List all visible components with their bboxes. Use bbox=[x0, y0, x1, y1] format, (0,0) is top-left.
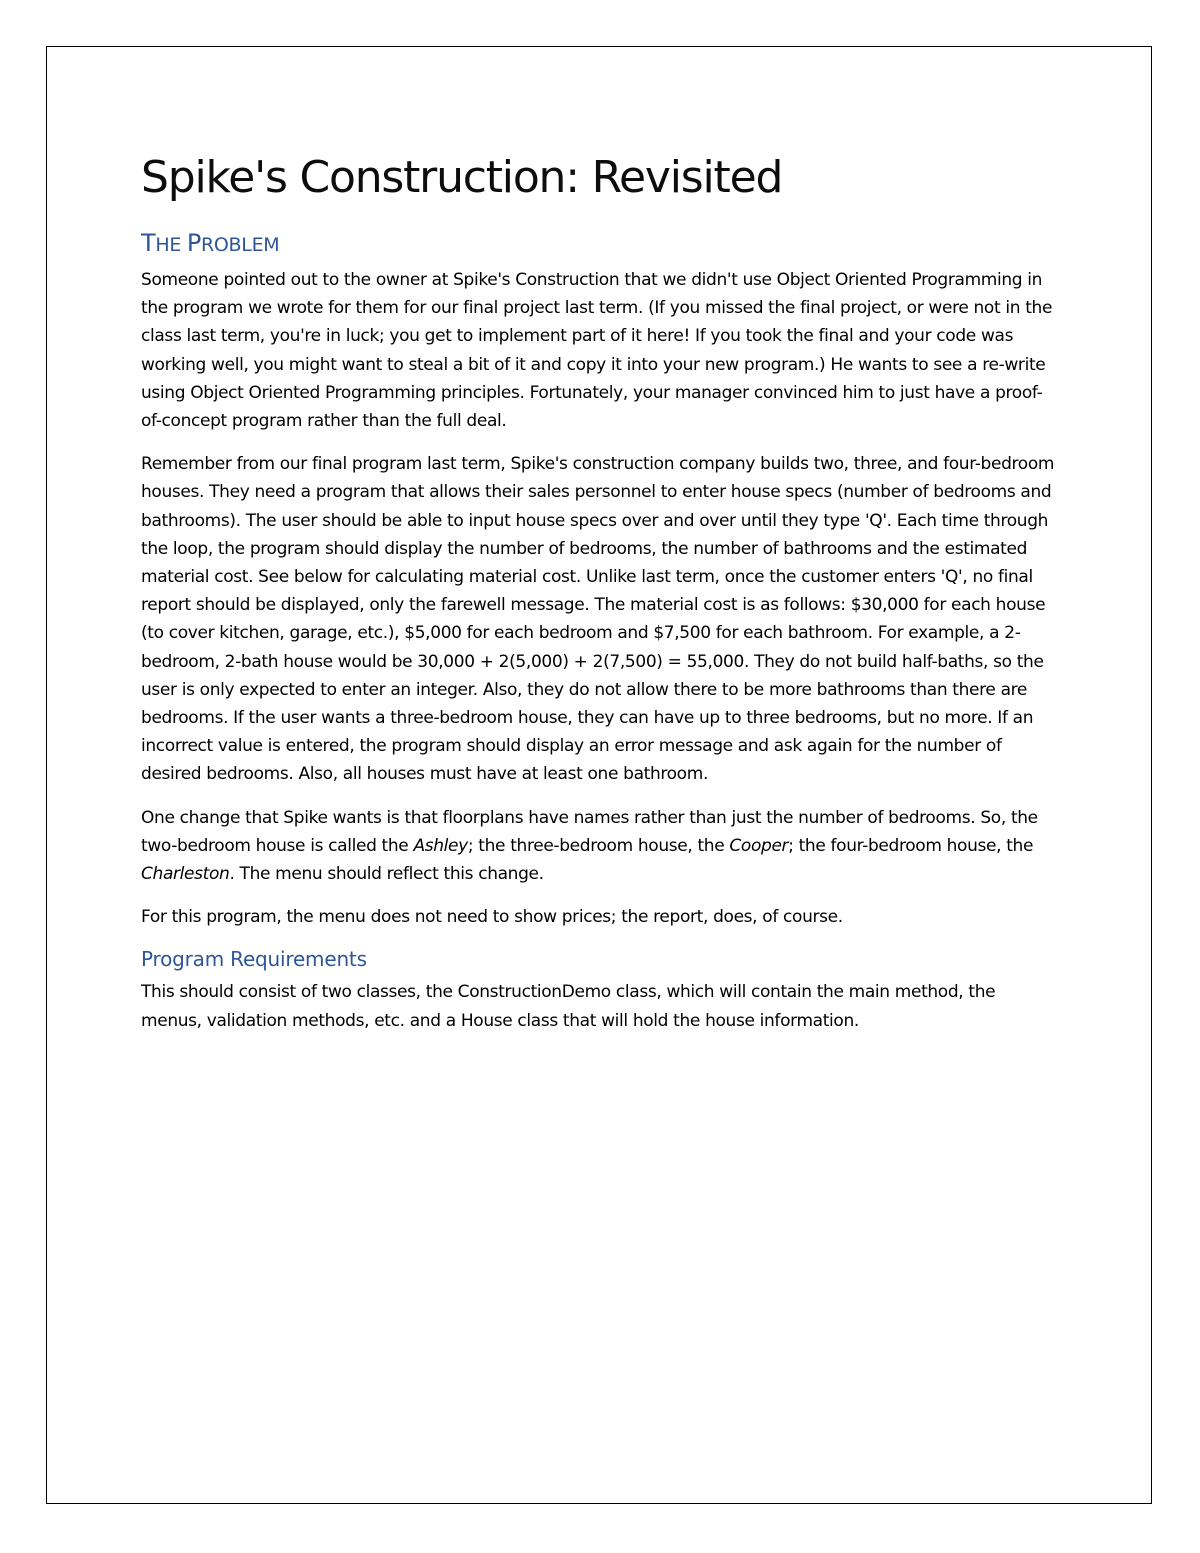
floorplan-name-charleston: Charleston bbox=[141, 864, 230, 885]
floorplan-name-cooper: Cooper bbox=[729, 835, 789, 856]
requirements-paragraph: This should consist of two classes, the ConstructionDemo class, which will contain the main method, the menus, validation methods, etc. and a House class that will hold the house information. bbox=[141, 982, 996, 1031]
floorplan-text: ; the three-bedroom house, the bbox=[467, 835, 730, 856]
floorplan-text: ; the four-bedroom house, the bbox=[788, 835, 1034, 856]
document-body bbox=[141, 150, 1061, 1050]
heading-initial: P bbox=[186, 229, 201, 257]
heading-rest: ROBLEM bbox=[201, 234, 280, 256]
section-heading-the-problem bbox=[141, 228, 1061, 260]
floorplan-text: One change that Spike wants is that floorplans have names rather than just the number of bedrooms. So, the two-bedroom house is called the bbox=[141, 807, 1038, 856]
floorplan-text: . The menu should reflect this change. bbox=[229, 864, 544, 885]
document-title: Spike's Construction: Revisited bbox=[141, 152, 783, 203]
problem-paragraph-intro: Someone pointed out to the owner at Spike's Construction that we didn't use Object Oriented Programming in the program we wrote for them for our final project last term. (If you missed the final project, or were not in the class last term, you're in luck; you get to implement part of it here! If you took the final and your code was working well, you might want to steal a bit of it and copy it into your new program.) He wants to see a re-write using Object Oriented Programming principles. Fortunately, your manager convinced him to just have a proof-of-concept program rather than the full deal. bbox=[141, 270, 1053, 432]
heading-rest: HE bbox=[155, 234, 187, 256]
heading-initial: T bbox=[141, 229, 156, 257]
section-heading-program-requirements: Program Requirements bbox=[141, 947, 367, 972]
floorplan-paragraph bbox=[141, 804, 1061, 889]
menu-paragraph: For this program, the menu does not need to show prices; the report, does, of course. bbox=[141, 907, 843, 928]
problem-paragraph-specs: Remember from our final program last term, Spike's construction company builds two, three, and four-bedroom houses. They need a program that allows their sales personnel to enter house specs (number of bedrooms and bathrooms). The user should be able to input house specs over and over until they type 'Q'. Each time through the loop, the program should display the number of bedrooms, the number of bathrooms and the estimated material cost. See below for calculating material cost. Unlike last term, once the customer enters 'Q', no final report should be displayed, only the farewell message. The material cost is as follows: $30,000 for each house (to cover kitchen, garage, etc.), $5,000 for each bedroom and $7,500 for each bathroom. For example, a 2-bedroom, 2-bath house would be 30,000 + 2(5,000) + 2(7,500) = 55,000. They do not build half-baths, so the user is only expected to enter an integer. Also, they do not allow there to be more bathrooms than there are bedrooms. If the user wants a three-bedroom house, they can have up to three bedrooms, but no more. If an incorrect value is entered, the program should display an error message and ask again for the number of desired bedrooms. Also, all houses must have at least one bathroom. bbox=[141, 454, 1055, 785]
floorplan-name-ashley: Ashley bbox=[413, 835, 468, 856]
